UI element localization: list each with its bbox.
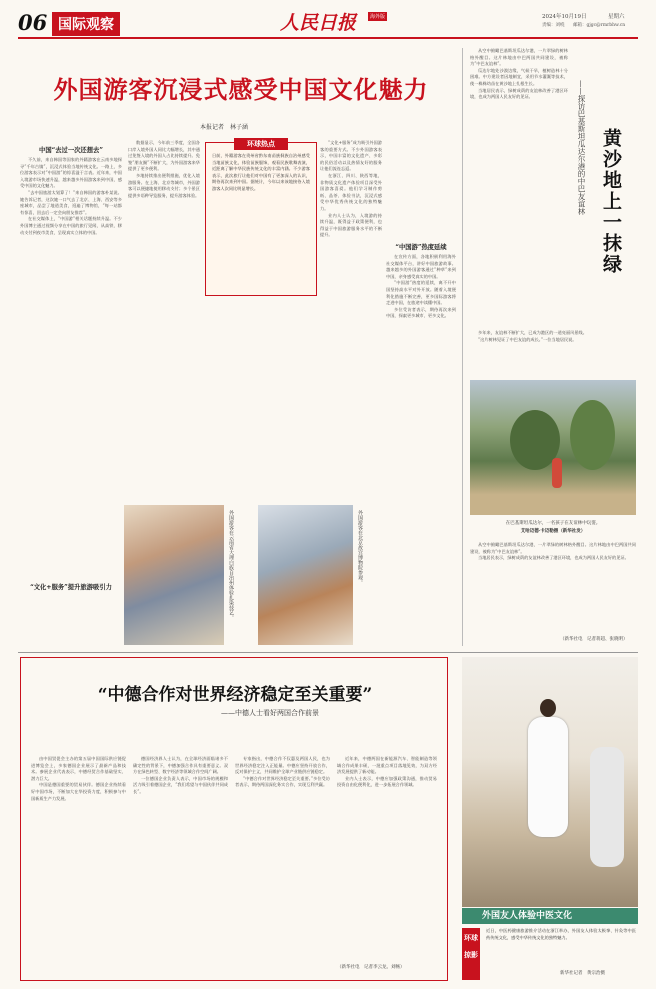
spectator-figure <box>590 747 624 867</box>
paragraph: “这片树林见证了中巴友谊的成长。”一位当地居民说。 <box>478 336 577 342</box>
bottom-article-title: “中德合作对世界经济稳定至关重要” <box>97 685 373 705</box>
bottom-col-1 <box>31 756 126 971</box>
performer-head <box>540 699 556 717</box>
bottom-article-subtitle: ——中德人士看好两国合作前景 <box>221 709 319 717</box>
paragraph: “中国游”热度的延续，离不开中国坚持高水平对外开放。随着入境便利化措施不断完善，更多国际游客将走进中国，在旅途中读懂中国。 <box>386 280 456 306</box>
page-number: 06 <box>18 10 48 35</box>
paragraph: 专家指出，中德合作不仅惠及两国人民，也为世界经济稳定注入正能量。中德应坚持开放合作，反对保护主义，共同维护全球产业链供应链稳定。 <box>235 756 330 775</box>
performer-figure <box>528 717 568 837</box>
lead-subhead-1: 中国“去过一次还想去” <box>39 147 103 154</box>
side-feature-subtitle: ——探访巴基斯坦瓜达尔港的中巴友谊林 <box>577 80 586 215</box>
column-divider <box>462 48 463 646</box>
lead-subhead-2: “文化+服务”提升旅游吸引力 <box>30 584 112 591</box>
bottom-right-photo <box>462 657 638 907</box>
masthead-rule <box>18 37 638 39</box>
side-feature-tail <box>470 542 636 630</box>
issue-weekday: 星期六 <box>608 14 625 20</box>
paragraph: 瓜达尔地处沙漠边缘，气候干旱，植树造林十分困难。中方建设者因地制宜，采用节水灌溉等技术，使一株株幼苗在黄沙地上扎根生长。 <box>470 67 568 86</box>
global-snapshot-label <box>462 928 480 980</box>
paragraph: 当地居民表示，绿树成荫的友谊林改善了港区环境，也成为两国人民友好的见证。 <box>478 555 629 561</box>
hot-topic-label: 环球热点 <box>234 138 288 150</box>
bottom-article-agency: （新华社电 记者李云龙、刘畅） <box>337 965 405 970</box>
lead-photo-left <box>124 505 224 645</box>
lead-photo-left-caption: 外国游客在云南省大理白族自治州体验扎染技艺。 <box>228 510 234 620</box>
editor-email: 邮箱：gjgc@rmrbhw.cn <box>573 23 626 28</box>
lead-col4-text <box>386 254 456 644</box>
paragraph: “中德合作对世界经济稳定至关重要。”多位受访者表示，期待两国深化务实合作，实现互利共赢。 <box>235 775 330 788</box>
lead-col3-text <box>320 140 382 440</box>
paragraph: “去中国旅游太划算了！”来自韩国的游客朴某说。她告诉记者，这次她一口气去了北京、上海、西安等多座城市，品尝了地道美食，逛遍了博物馆，“每一站都有惊喜，回去后一定会向朋友推荐”。 <box>20 189 122 215</box>
hot-topic-text: 日前，外籍游客在贵州省黔东南苗族侗族自治州感受当地苗族文化，体验苗族服饰，观看民族歌舞表演，近距离了解中华民族传统文化的丰富内涵。不少游客表示，此次旅行让他们对中国有了更加深入的认识，期待再次来到中国。据统计，今年以来该地接待入境游客人次同比明显增长。 <box>212 153 310 191</box>
label-top: 环球 <box>464 933 478 942</box>
paragraph: 在宣传方面，各地积极利用海外社交媒体平台，讲好中国旅游故事。越来越多的外国游客通过“种草”来到中国，亲身感受真实的中国。 <box>386 254 456 279</box>
lead-subhead-3: “中国游”热度延续 <box>395 244 447 251</box>
side-feature-agency: （新华社电 记者蒋超、张晓明） <box>560 637 628 642</box>
lead-photo-right <box>258 505 353 645</box>
paper-name: 人民日报 <box>280 12 357 34</box>
section-rule <box>18 652 638 653</box>
bottom-col-3 <box>235 756 330 971</box>
lead-column-4 <box>386 140 456 650</box>
child-figure <box>552 458 562 488</box>
paragraph: 当地居民表示，绿树成荫的友谊林改善了港区环境，也成为两国人民友好的见证。 <box>470 87 568 100</box>
lead-photo-right-caption: 外国游客在北京故宫博物院参观。 <box>357 510 363 585</box>
side-feature-photo-credit: 艾哈迈德·卡迈勒摄（新华社发） <box>520 529 586 534</box>
paragraph: 从空中俯瞰巴基斯坦瓜达尔港，一片翠绿的树林格外醒目。这片林地由中巴两国共同建设，被称为“中巴友谊林”。 <box>470 542 636 554</box>
bottom-col-2 <box>133 756 228 971</box>
side-feature-title: 黄沙地上一抹绿 <box>600 128 622 275</box>
bottom-article <box>20 657 448 981</box>
side-feature-photo-caption: 在巴基斯坦瓜达尔，一名孩子在友谊林中玩耍。 <box>505 521 601 526</box>
paragraph: 多地持续推出便利措施，优化入境游服务。在上海、北京等城市，外国游客可以便捷地使用移动支付；多个景区提供多语种导览服务，提升游客体验。 <box>128 172 200 198</box>
paragraph: 从空中俯瞰巴基斯坦瓜达尔港，一片翠绿的树林格外醒目。这片林地由中巴两国共同建设，被称为“中巴友谊林”。 <box>470 48 568 67</box>
paragraph: 一位德国企业负责人表示，中国市场的规模和活力吸引着德国企业，“我们希望与中国伙伴共同成长”。 <box>133 775 228 794</box>
label-bottom: 掠影 <box>464 950 478 959</box>
paragraph: “文化+服务”成为吸引外国游客的重要方式。不少外国游客表示，中国丰富的文化遗产、多彩的民俗活动以及热情友好的服务让他们流连忘返。 <box>320 140 382 172</box>
paragraph: 德国经济界人士认为，在全球经济面临诸多不确定性的背景下，中德加强合作具有重要意义。双方在绿色转型、数字经济等领域合作空间广阔。 <box>133 756 228 775</box>
paragraph: 近年来，中德两国在新能源汽车、智能制造等领域合作成果丰硕，一批重点项目落地见效，为双方经济发展提供了新动能。 <box>337 756 437 775</box>
section-title: 国际观察 <box>52 12 120 36</box>
paragraph: 不久前，来自韩国等国家的外籍游客在云南多地探寻“千年古镇”，沉浸式体验当地传统文化。一路上，多位游客表示对“中国游”的惊喜溢于言表。近年来，中国入境游市场快速升温，越来越多外国游客来到中国，感受中国的文化魅力。 <box>20 157 122 189</box>
lead-byline: 本报记者 林子涵 <box>200 124 249 131</box>
side-feature-photo <box>470 380 636 515</box>
paragraph: 在社交媒体上，“中国游”相关话题持续升温。不少外国博主通过视频分享在中国的旅行见闻，从高铁、移动支付到夜市美食，呈现真实立体的中国。 <box>20 216 122 235</box>
paragraph: 业内人士表示，中德应加强政策沟通，推动贸易投资自由化便利化，进一步拓展合作领域。 <box>337 775 437 788</box>
bottom-right-caption: 近日，中医药健康旅游推介活动在浙江举办，外国友人体验太极拳、针灸等中医药传统文化，感受中华传统文化的独特魅力。 <box>486 928 636 940</box>
paragraph: 业内人士认为，入境游的持续升温，既得益于政策便利，也得益于中国旅游服务水平的不断提升。 <box>320 212 382 238</box>
editor: 责编：刘峣 <box>542 23 565 28</box>
paragraph: 由中国贸促会主办的第五届中国国际供应链促进博览会上，多家德国企业展示了最新产品和技术。参展企业代表表示，中德经贸合作基础坚实、潜力巨大。 <box>31 756 126 781</box>
bottom-right-photo-title: 外国友人体验中医文化 <box>462 908 638 924</box>
hot-topic-box <box>205 139 317 296</box>
bottom-right-credit: 新华社记者 黄宗治摄 <box>560 971 605 976</box>
edition-label: 海外版 <box>370 14 386 20</box>
paragraph: 多位受访者表示，期待再次来到中国，探索更多城市、更多文化。 <box>386 306 456 319</box>
side-feature-intro <box>470 48 568 318</box>
bottom-col-4 <box>337 756 437 956</box>
lead-title: 外国游客沉浸式感受中国文化魅力 <box>53 75 429 104</box>
paragraph: 数据显示，今年前三季度，全国各口岸入境外国人同比大幅增长，其中通过免签入境的外国人占比持续提升。免签“朋友圈”不断扩大，为外国游客来华提供了更多便利。 <box>128 140 200 172</box>
lead-col1-text <box>20 157 122 577</box>
paragraph: 在浙江、四川、陕西等地，非物质文化遗产体验项目深受外国游客喜爱。他们学习制作剪纸、品茶、体验书法，沉浸式感受中华优秀传统文化的独特魅力。 <box>320 172 382 211</box>
lead-column-3 <box>320 140 382 440</box>
lead-column-1 <box>20 140 122 650</box>
masthead <box>18 10 638 36</box>
issue-date: 2024年10月19日 <box>542 14 587 20</box>
paragraph: 多年来，友谊林不断扩大，已成为港区的一道亮丽风景线。 <box>478 330 587 335</box>
paragraph: 中国是德国重要的贸易伙伴。德国企业持续看好中国市场，不断加大在华投资力度，积极参与中国新质生产力发展。 <box>31 782 126 801</box>
tree-shape <box>570 400 615 470</box>
